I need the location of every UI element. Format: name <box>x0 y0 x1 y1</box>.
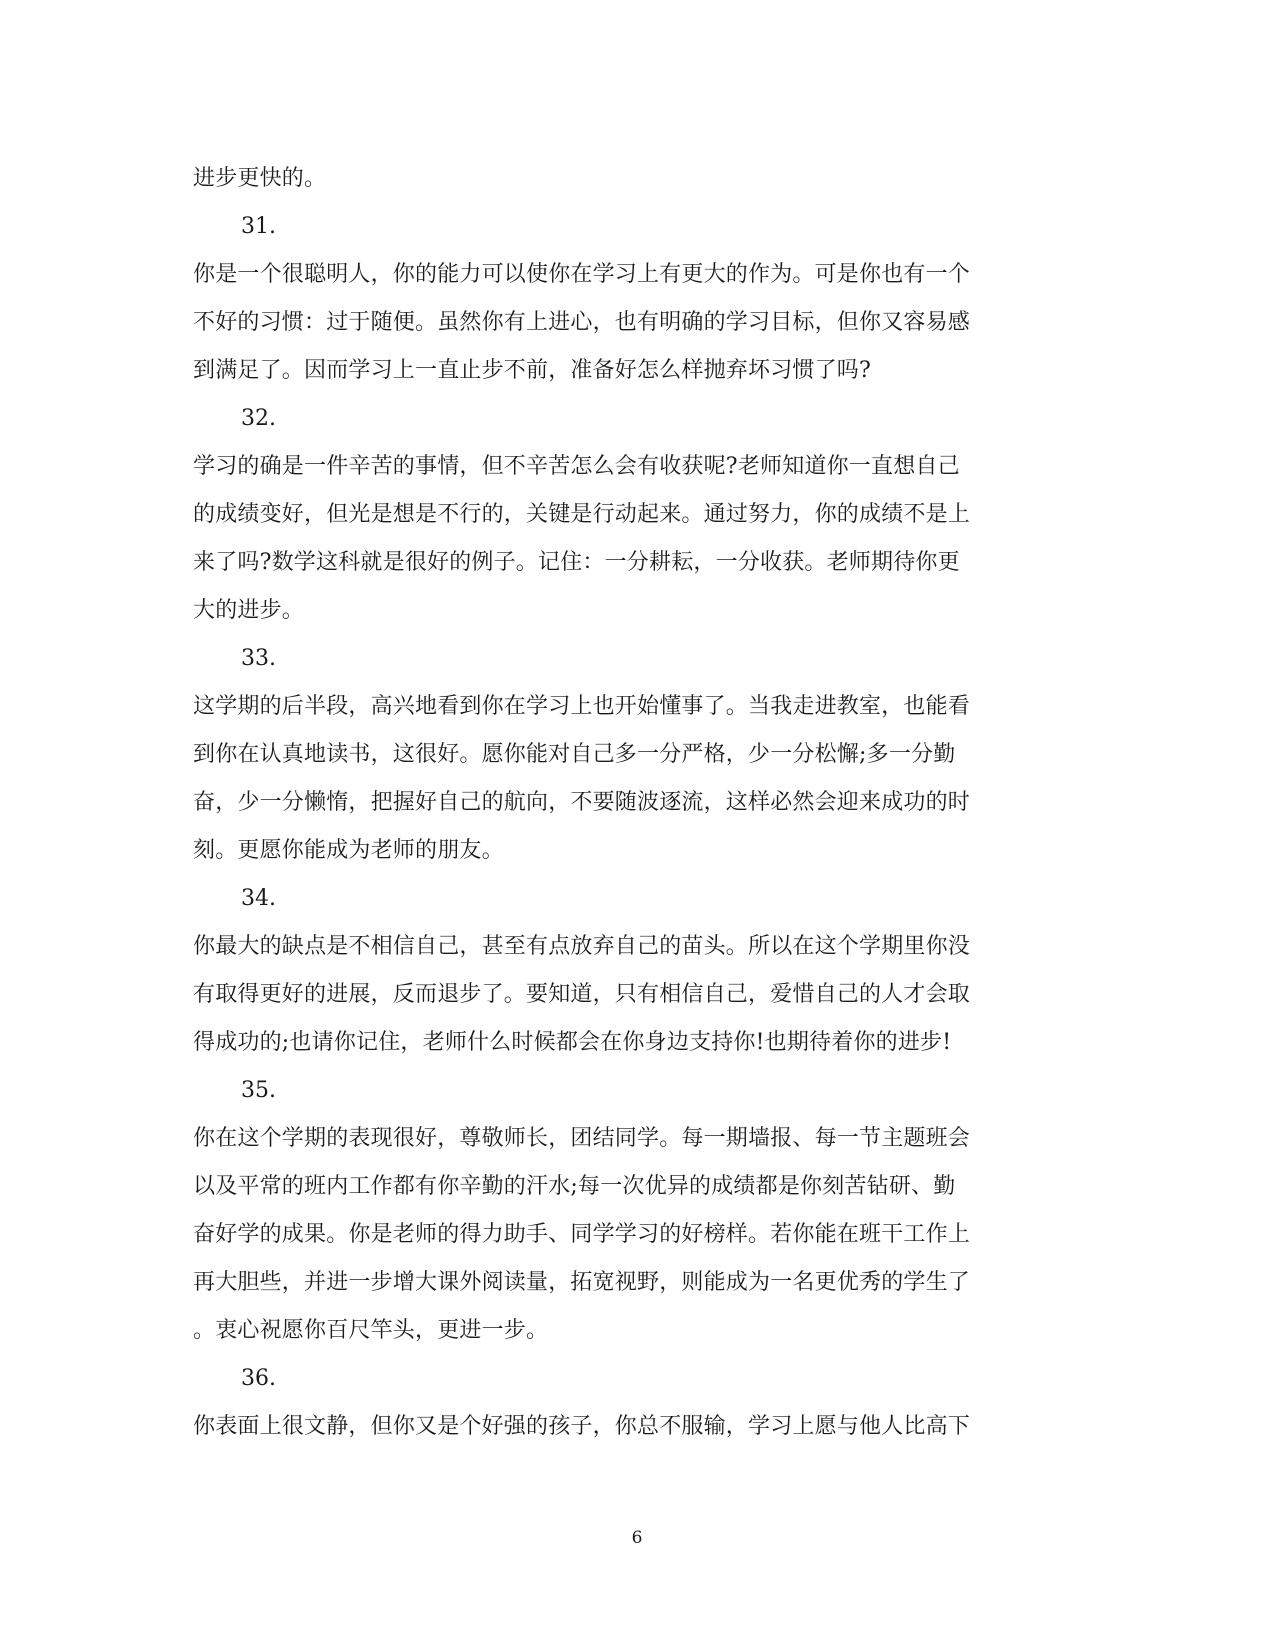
text-line: 大的进步。 <box>193 598 305 623</box>
text-line: 得成功的;也请你记住，老师什么时候都会在你身边支持你!也期待着你的进步! <box>193 1030 952 1055</box>
text-line: 。衷心祝愿你百尺竿头，更进一步。 <box>193 1318 549 1343</box>
entries-list <box>193 203 1073 1451</box>
entry-paragraph <box>193 1403 1073 1451</box>
text-line: 来了吗?数学这科就是很好的例子。记住：一分耕耘，一分收获。老师期待你更 <box>193 550 960 575</box>
entry-paragraph <box>193 923 1073 1067</box>
text-line: 你在这个学期的表现很好，尊敬师长，团结同学。每一期墙报、每一节主题班会 <box>193 1126 971 1151</box>
entry-paragraph <box>193 443 1073 635</box>
text-line: 学习的确是一件辛苦的事情，但不辛苦怎么会有收获呢?老师知道你一直想自己 <box>193 454 960 479</box>
entry-number: 32. <box>241 406 276 431</box>
text-line: 奋好学的成果。你是老师的得力助手、同学学习的好榜样。若你能在班干工作上 <box>193 1222 971 1247</box>
entry-number: 34. <box>241 886 276 911</box>
text-line: 到满足了。因而学习上一直止步不前，准备好怎么样抛弃坏习惯了吗? <box>193 358 871 383</box>
text-line: 到你在认真地读书，这很好。愿你能对自己多一分严格，少一分松懈;多一分勤 <box>193 742 956 767</box>
entry-number: 31. <box>241 214 276 239</box>
text-line: 有取得更好的进展，反而退步了。要知道，只有相信自己，爱惜自己的人才会取 <box>193 982 971 1007</box>
entry-paragraph <box>193 1115 1073 1355</box>
text-line: 奋，少一分懒惰，把握好自己的航向，不要随波逐流，这样必然会迎来成功的时 <box>193 790 971 815</box>
text-line: 刻。更愿你能成为老师的朋友。 <box>193 838 504 863</box>
entry-number: 35. <box>241 1078 276 1103</box>
text-line: 的成绩变好，但光是想是不行的，关键是行动起来。通过努力，你的成绩不是上 <box>193 502 971 527</box>
text-line: 进步更快的。 <box>193 166 327 191</box>
text-line: 你最大的缺点是不相信自己，甚至有点放弃自己的苗头。所以在这个学期里你没 <box>193 934 971 959</box>
text-line: 不好的习惯：过于随便。虽然你有上进心，也有明确的学习目标，但你又容易感 <box>193 310 971 335</box>
text-line: 再大胆些，并进一步增大课外阅读量，拓宽视野，则能成为一名更优秀的学生了 <box>193 1270 971 1295</box>
text-line: 以及平常的班内工作都有你辛勤的汗水;每一次优异的成绩都是你刻苦钻研、勤 <box>193 1174 956 1199</box>
text-line: 这学期的后半段，高兴地看到你在学习上也开始懂事了。当我走进教室，也能看 <box>193 694 971 719</box>
page-number: 6 <box>631 1528 643 1548</box>
document-body <box>193 155 1073 1451</box>
intro-paragraph <box>193 155 1073 203</box>
entry-paragraph <box>193 683 1073 875</box>
text-line: 你表面上很文静，但你又是个好强的孩子，你总不服输，学习上愿与他人比高下 <box>193 1414 971 1439</box>
entry-number: 36. <box>241 1366 276 1391</box>
text-line: 你是一个很聪明人，你的能力可以使你在学习上有更大的作为。可是你也有一个 <box>193 262 971 287</box>
entry-paragraph <box>193 251 1073 395</box>
entry-number: 33. <box>241 646 276 671</box>
